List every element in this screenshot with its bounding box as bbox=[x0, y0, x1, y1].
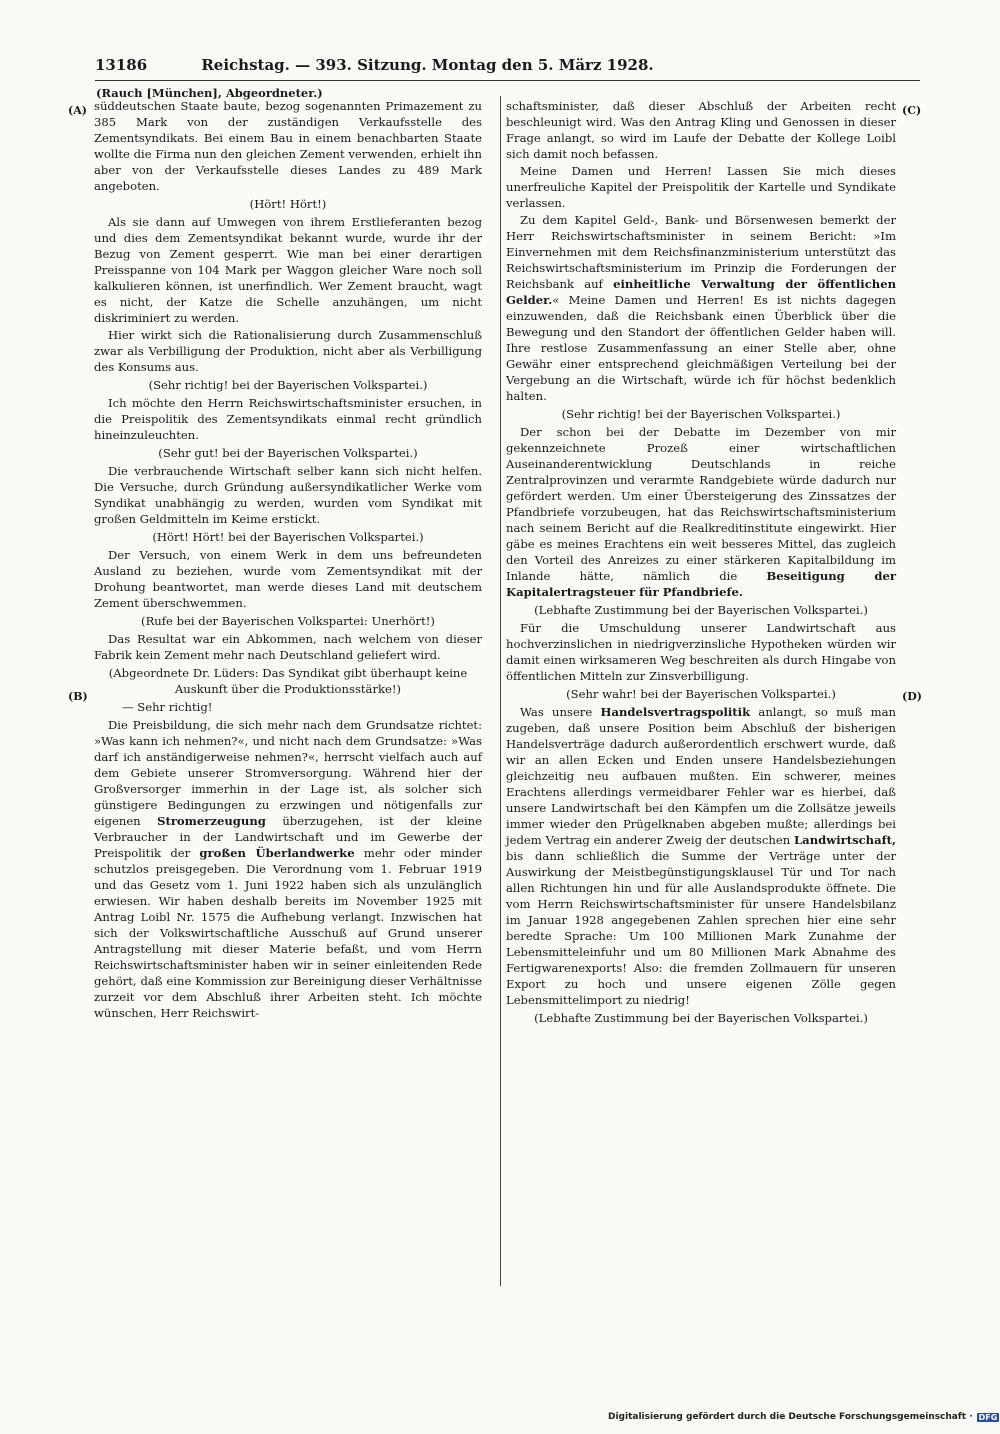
paragraph: Für die Umschuldung unserer Landwirtschaft aus hochverzinslichen in niedrigverzinsliche Hypotheken würden wir damit einen wirksameren Weg beschreiten als durch Hingabe von öffentlichen Mitteln zur Zinsverbilligung. bbox=[506, 621, 896, 683]
margin-mark-b: (B) bbox=[68, 690, 88, 703]
bold-term: Stromerzeugung bbox=[157, 814, 266, 828]
interjection: (Lebhafte Zustimmung bei der Bayerischen Volkspartei.) bbox=[534, 1011, 868, 1025]
digitization-footer bbox=[608, 1412, 999, 1422]
paragraph bbox=[506, 212, 896, 404]
footer-text: Digitalisierung gefördert durch die Deutsche Forschungsgemeinschaft · bbox=[608, 1412, 973, 1422]
paragraph: Die verbrauchende Wirtschaft selber kann sich nicht helfen. Die Versuche, durch Gründung außersyndikatlicher Werke vom Syndikat unabhängig zu werden, wurden vom Syndikat mit großen Geldmitteln im Keime erstickt. bbox=[94, 464, 482, 526]
paragraph: süddeutschen Staate baute, bezog sogenannten Primazement zu 385 Mark von der zuständigen Verkaufsstelle des Zementsyndikats. Bei einem Bau in einem benachbarten Staate wollte die Firma nun den gleichen Zement verwenden, erhielt ihn aber von der Verkaufsstelle dieses Landes zu 489 Mark angeboten. bbox=[94, 99, 482, 193]
paragraph: Meine Damen und Herren! Lassen Sie mich dieses unerfreuliche Kapitel der Preispolitik der Kartelle und Syndikate verlassen. bbox=[506, 164, 896, 210]
speaker-line: (Rauch [München], Abgeordneter.) bbox=[96, 86, 323, 100]
bold-term: großen Überlandwerke bbox=[199, 846, 355, 860]
paragraph: Das Resultat war ein Abkommen, nach welchem von dieser Fabrik kein Zement mehr nach Deutschland geliefert wird. bbox=[94, 632, 482, 662]
interjection: (Hört! Hört!) bbox=[249, 197, 327, 211]
interjection: (Lebhafte Zustimmung bei der Bayerischen Volkspartei.) bbox=[534, 603, 868, 617]
paragraph: Ich möchte den Herrn Reichswirtschaftsminister ersuchen, in die Preispolitik des Zementsyndikats einmal recht gründlich hineinzuleuchten. bbox=[94, 396, 482, 442]
interjection: (Sehr richtig! bei der Bayerischen Volkspartei.) bbox=[148, 378, 428, 392]
text-run: Zu dem Kapitel Geld-, Bank- und Börsenwesen bemerkt der Herr Reichswirtschaftsminister in seinem Bericht: »Im Einvernehmen mit dem Reichsfinanzministerium unterstützt das Reichswirtschaftsministerium im Prinzip die Forderungen der Reichsbank auf bbox=[506, 213, 896, 291]
paragraph: schaftsminister, daß dieser Abschluß der Arbeiten recht beschleunigt wird. Was den Antrag Kling und Genossen in dieser Frage anlangt, so wird im Laufe der Debatte der Kollege Loibl sich damit noch befassen. bbox=[506, 99, 896, 161]
bold-term: einheitliche Verwaltung der öffentlichen Gelder. bbox=[506, 277, 897, 307]
page-header bbox=[95, 56, 700, 80]
paragraph bbox=[506, 704, 896, 1008]
bold-term: Handelsvertragspolitik bbox=[600, 705, 751, 719]
text-run: überzugehen, ist der kleine Verbraucher in der Landwirtschaft und im Gewerbe der Preispolitik der bbox=[94, 814, 483, 860]
text-run: anlangt, so muß man zugeben, daß unsere Position beim Abschluß der bisherigen Handelsverträge dadurch außerordentlich erschwert wurde, daß wir an allen Ecken und Enden unsere Handelsbeziehungen gleichzeitig neu aufbauen mußten. Ein schwerer, meines Erachtens allerdings vermeidbarer Fehler war es hierbei, daß unsere Landwirtschaft bei den Kämpfen um die Zollsätze jeweils immer wieder den Prügelknaben abgeben mußte; allerdings bei jedem Vertrag ein anderer Zweig der deutschen bbox=[506, 705, 897, 847]
interjection: (Hört! Hört! bei der Bayerischen Volkspartei.) bbox=[152, 530, 424, 544]
interjection: (Sehr richtig! bei der Bayerischen Volkspartei.) bbox=[561, 407, 841, 421]
margin-mark-a: (A) bbox=[68, 104, 87, 117]
text-run: « Meine Damen und Herren! Es ist nichts dagegen einzuwenden, daß die Reichsbank einen Überblick über die Bewegung und den Standort der öffentlichen Gelder haben will. Ihre restlose Zusammenfassung an einer Stelle aber, ohne Gewähr einer entsprechend gleichmäßigen Verteilung bei der Vergebung an die Wirtschaft, würde ich für höchst bedenklich halten. bbox=[506, 293, 896, 403]
interjection: (Sehr wahr! bei der Bayerischen Volkspartei.) bbox=[566, 687, 836, 701]
paragraph bbox=[94, 717, 482, 1021]
margin-mark-d: (D) bbox=[902, 690, 922, 703]
text-run: Der schon bei der Debatte im Dezember von mir gekennzeichnete Prozeß einer wirtschaftlichen Auseinanderentwicklung Deutschlands in reiche Zentralprovinzen und verarmte Randgebiete würde dadurch nur gefördert werden. Um einer Übersteigerung des Zinssatzes der Pfandbriefe vorzubeugen, hat das Reichswirtschaftsministerium nach seinem Bericht auf die Realkreditinstitute eingewirkt. Hier gäbe es meines Erachtens ein weit besseres Mittel, das zugleich den Vorteil des Anreizes zu einer stärkeren Kapitalbildung im Inlande hätte, nämlich die bbox=[506, 425, 896, 583]
bold-term: Landwirtschaft, bbox=[794, 833, 896, 847]
text-run: Die Preisbildung, die sich mehr nach dem Grundsatze richtet: »Was kann ich nehmen?«, und nicht nach dem Grundsatze: »Was darf ich anständigerweise nehmen?«, herrscht vielfach auch auf dem Gebiete unserer Stromversorgung. Während hier der Großversorger immerhin in der Lage ist, als solcher sich günstigere Bedingungen zu erzwingen und nötigenfalls zur eigenen bbox=[94, 718, 482, 828]
margin-mark-c: (C) bbox=[902, 104, 922, 117]
paragraph: Hier wirkt sich die Rationalisierung durch Zusammenschluß zwar als Verbilligung der Produktion, nicht aber als Verbilligung des Konsums aus. bbox=[94, 328, 482, 374]
header-rule bbox=[95, 80, 920, 81]
text-run: Was unsere bbox=[520, 705, 593, 719]
interjection: (Sehr gut! bei der Bayerischen Volkspartei.) bbox=[158, 446, 418, 460]
paragraph: Der Versuch, von einem Werk in dem uns befreundeten Ausland zu beziehen, wurde vom Zementsyndikat mit der Drohung beantwortet, man werde dieses Land mit deutschem Zement überschwemmen. bbox=[94, 548, 482, 610]
left-column bbox=[94, 98, 482, 1022]
interjection: (Rufe bei der Bayerischen Volkspartei: Unerhört!) bbox=[141, 614, 435, 628]
dfg-logo: DFG bbox=[978, 1412, 998, 1422]
paragraph: Als sie dann auf Umwegen von ihrem Erstlieferanten bezog und dies dem Zementsyndikat bekannt wurde, wurde ihr der Bezug von Zement gesperrt. Wie man bei einer derartigen Preisspanne von 104 Mark per Waggon gleicher Ware noch soll kalkulieren können, ist unerfindlich. Wer Zement braucht, wagt es nicht, der Katze die Schelle anzuhängen, um nicht diskriminiert zu werden. bbox=[94, 215, 482, 325]
text-run: bis dann schließlich die Summe der Verträge unter der Auswirkung der Meistbegünstigungsklausel Tür und Tor nach allen Richtungen hin und für alle Auslandsprodukte öffnete. Die vom Herrn Reichswirtschaftsminister für unsere Handelsbilanz im Januar 1928 angegebenen Zahlen sprechen hier eine sehr beredte Sprache: Um 100 Millionen Mark Zunahme der Lebensmitteleinfuhr und um 80 Millionen Mark Abnahme des Fertigwarenexports! Also: die fremden Zollmauern für unseren Export zu hoch und unsere eigenen Zölle gegen Lebensmittelimport zu niedrig! bbox=[506, 849, 896, 1007]
text-run: mehr oder minder schutzlos preisgegeben. Die Verordnung vom 1. Februar 1919 und das Gesetz vom 1. Juni 1922 haben sich als unzulänglich erwiesen. Wir haben deshalb bereits im November 1925 mit Antrag Loibl Nr. 1575 die Aufhebung verlangt. Inzwischen hat sich der Volkswirtschaftliche Ausschuß auf Grund unserer Antragstellung mit dieser Materie befaßt, und vom Herrn Reichswirtschaftsminister haben wir in seiner einleitenden Rede gehört, daß eine Kommission zur Bereinigung dieser Verhältnisse zurzeit vor dem Abschluß ihrer Arbeiten steht. Ich möchte wünschen, Herr Reichswirt- bbox=[94, 846, 482, 1020]
running-title: Reichstag. — 393. Sitzung. Montag den 5. März 1928. bbox=[201, 56, 654, 74]
page-number: 13186 bbox=[95, 56, 148, 74]
interjection: — Sehr richtig! bbox=[122, 700, 213, 714]
right-column bbox=[506, 98, 896, 1028]
paragraph bbox=[506, 424, 896, 600]
bold-term: Beseitigung der Kapitalertragsteuer für Pfandbriefe. bbox=[506, 569, 896, 599]
column-separator bbox=[500, 96, 501, 1286]
interjection: (Abgeordnete Dr. Lüders: Das Syndikat gibt überhaupt keine Auskunft über die Produktionsstärke!) bbox=[108, 666, 468, 696]
